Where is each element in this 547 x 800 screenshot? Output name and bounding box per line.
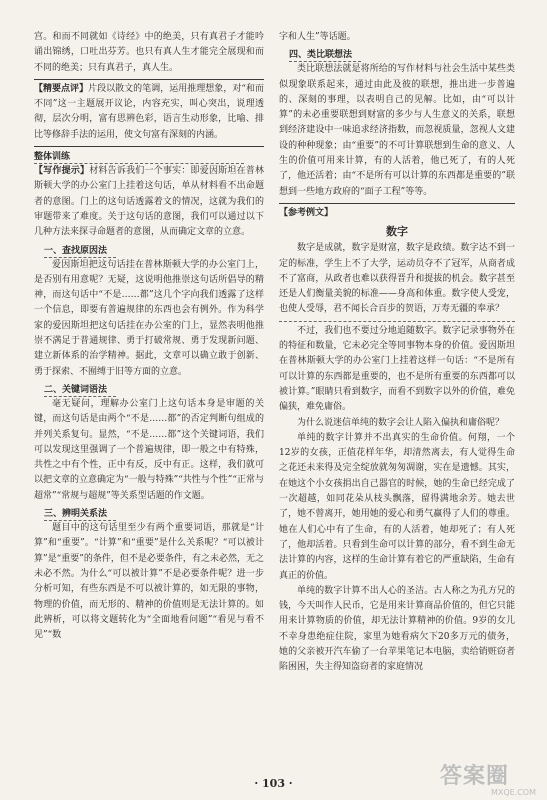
reference-essay-tag: 【参考例文】 bbox=[279, 207, 334, 218]
training-title: 整体训练 bbox=[34, 149, 264, 164]
page-number: · 103 · bbox=[254, 777, 293, 790]
watermark bbox=[440, 766, 542, 798]
section-4-text: 类比联想法就是将所给的写作材料与社会生活中某些类似现象联系起来，通过由此及彼的联想，推出进一步普遍的、深刻的事理，以表明自己的见解。比如，由“可以计算”的未必重要联想到财富的多少与人生意义的关系，联想到经济建设中一味追求经济指数，而忽视质量，忽视人文建设的种种现象；由“重要”的不可计算联想到生命的意义、人生的价值可用来计算，有的人活着，他已死了，有的人死了，他还活着；由“不是所有可以计算的东西都是重要的”联想到一些地方政府的“面子工程”等等。 bbox=[279, 64, 515, 197]
essay-paragraph: 单纯的数字计算并不出真实的生命价值。何翔，一个12岁的女孩，正值花样年华，却清然离去，有人觉得生命之花还未来得及完全绽放就匆匆凋谢，实在是遗憾。其实，在她这个小女孩捐出自己器官的时候，她的生命已经完成了一次超越，如同花朵从枝头飘落，留得满地余芳。她去世了，她不曾离开，她用她的爱心和勇气赢得了人们的尊重。她在人们心中有了生命，有的人活着，她却死了；有人死了，他却活着。只看到生命可以计算的部分，看不到生命无法计算的内容，这样的生命计算有着它的严重缺陷，生命有真正的价值。 bbox=[279, 432, 515, 581]
right-column bbox=[279, 30, 515, 676]
section-3-title: 三、辨明关系法 bbox=[34, 506, 264, 521]
section-2-text: 毫无疑问，理解办公室门上这句话本身是审题的关键，而这句话是由两个“不是……都”的否定判断句组成的并列关系复句。显然，“不是……都”这个关键词语，我们可以发现这里强调了一个普遍规律，即一般之中有特殊，共性之中有个性，正中有反，反中有正。这样，我们就可以把文章的立意确定为“一般与特殊”“共性与个性”“正常与超常”“常规与超规”等关系型话题的作文题。 bbox=[34, 398, 265, 501]
left-column bbox=[34, 30, 264, 643]
essay-title: 数字 bbox=[386, 225, 408, 239]
essay-paragraph: 单纯的数字计算不出人心的圣洁。古人称之为孔方兄的钱，今天叫作人民币，它是用来计算商品价值的，但它只能用来计算物质的价值，却无法计算精神的价值。9岁的女儿不幸身患绝症住院，家里为她看病欠下20多万元的债务，她的父亲被开汽车偷了一台苹果笔记本电脑，卖给销赃窃者陷困困，失主得知盗窃者的家庭情况 bbox=[279, 585, 515, 673]
divider bbox=[34, 146, 264, 147]
evaluation-tag: 【精要点评】 bbox=[34, 83, 89, 94]
divider bbox=[279, 321, 515, 322]
section-1-title: 一、查找原因法 bbox=[34, 243, 264, 258]
section-4-title: 四、类比联想法 bbox=[279, 47, 515, 62]
essay-paragraph: 不过，我们也不要过分地追随数字。数字记录事物外在的特征和数量，它未必完全等同事物本身的价值。爱因斯坦在普林斯顿大学的办公室门上挂着这样一句话：“不是所有可以计算的东西都是重要的，也不是所有重要的东西都可以被计算。”眼睛只看到数字，而看不到数字以外的价值，难免偏狭，难免庸俗。 bbox=[279, 325, 515, 413]
watermark-url: MXQE.COM bbox=[490, 788, 536, 797]
prompt-tag: 【写作提示】 bbox=[34, 166, 90, 177]
divider bbox=[34, 79, 264, 80]
essay-paragraph: 为什么说迷信单纯的数字会让人陷入偏执和庸俗呢？ bbox=[297, 417, 505, 428]
divider bbox=[279, 203, 515, 204]
section-2-title: 二、关键词语法 bbox=[34, 382, 264, 397]
prompt-paragraph bbox=[34, 164, 264, 240]
continued-text: 字和人生”等话题。 bbox=[279, 32, 356, 42]
section-3-text: 题目中的这句话里至少有两个重要词语，那就是“计算”和“重要”。“计算”和“重要”是什么关系呢？“可以被计算”是“重要”的条件，但不是必要条件，有之未必然，无之未必不然。为什么“可以被计算”不是必要条件呢？进一步分析可知，有些东西是不可以被计算的，如无限的事物，物理的价值，而无形的、精神的价值则是无法计算的。如此辨析，可以将文题转化为“全面地看问题”“看见与看不见”“数 bbox=[34, 523, 264, 641]
prompt-text: 材料告诉我们一个事实：即爱因斯坦在普林斯顿大学的办公室门上挂着这句话，单从材料看不出命题者的意图。门上的这句话透露着文的情况，这就为我们的审题带来了难度。关于这句话的意图，我们可以通过以下几种方法来探寻命题者的意图，从而确定文章的立意。 bbox=[34, 166, 264, 238]
evaluation-text: 片段以散文的笔调，运用推理想象，对“和而不同”这一主题展开议论，内容充实，叫心突出，说理透彻，层次分明，富有思辨色彩，语言生动形象，比喻、排比等修辞手法的运用，使文句富有深刻的内涵。 bbox=[34, 83, 264, 140]
intro-paragraph: 宫。和而不同就如《诗经》中的绝美，只有真君子才能吟诵出锦绣，口吐出芬芳。也只有真人生才能完全展现和而不同的绝美；只有真君子，真人生。 bbox=[34, 32, 264, 73]
section-1-text: 爱因斯坦把这句话挂在普林斯顿大学的办公室门上，是否别有用意呢？无疑，这说明他推崇这句话所倡导的精神，而这句话中“不是……都”这几个字向我们透露了这样一个信息，即要有普遍规律的东西也会有例外。作为科学家的爱因斯坦把这句话挂在办公室的门上，显然表明他推崇不满足于普通规律、勇于打破常规、勇于发现新问题、建立新体系的治学精神。据此，文章可以确立敢于创新、勇于探索、不囿缚于旧等方面的立意。 bbox=[34, 259, 264, 377]
evaluation-paragraph bbox=[34, 82, 264, 143]
watermark-text: 答案圈 bbox=[440, 764, 510, 789]
essay-paragraph: 数字是成就，数字是财富，数字是政绩。数字达不到一定的标准，学生上不了大学，运动员夺不了冠军，从商者成不了富商，从政者也难以获得晋升和提拔的机会。数字甚至还是人们衡量美貌的标准——身高和体重。数字使人受宠，也使人受辱，君不闻长合百步的贺语，万寿无疆的奉承？ bbox=[279, 243, 515, 315]
